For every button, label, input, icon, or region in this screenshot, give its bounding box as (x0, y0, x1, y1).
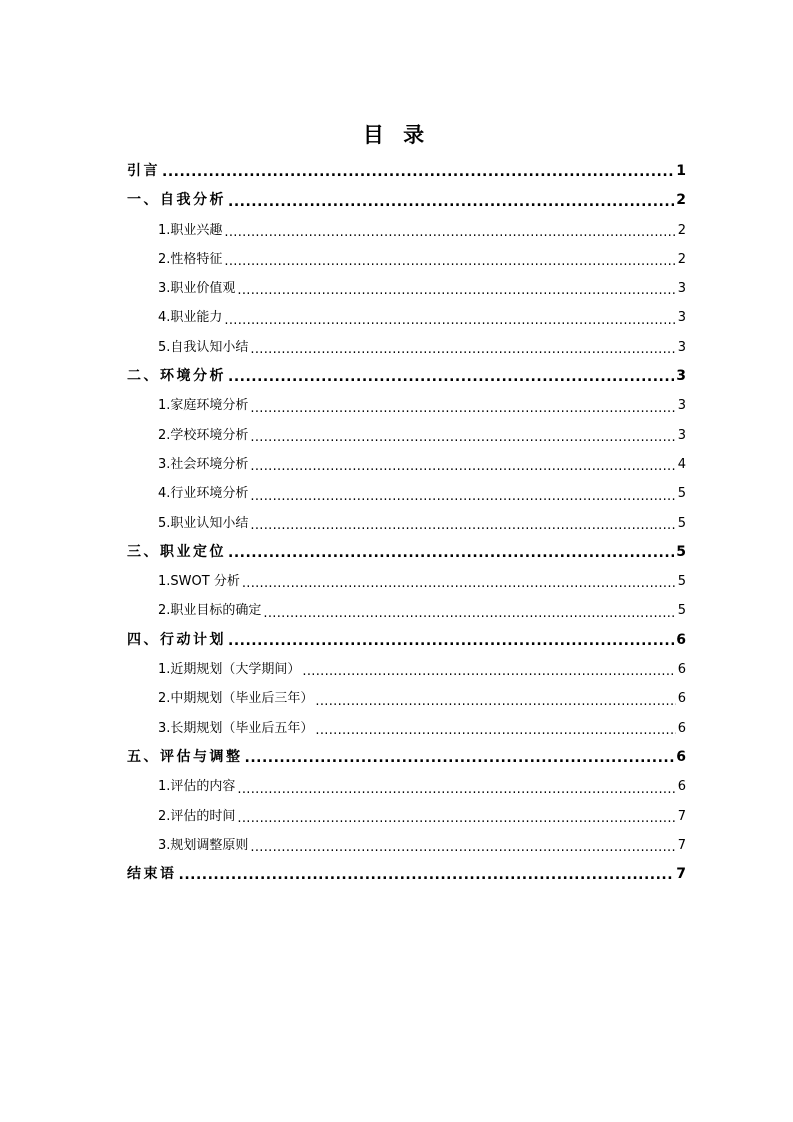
toc-entry-action-plan[interactable] (127, 626, 686, 655)
toc-entry-social-environment[interactable] (127, 450, 686, 479)
toc-entry-label: 3.长期规划（毕业后五年） (158, 720, 314, 736)
toc-entry-label: 一、自我分析 (127, 192, 226, 209)
toc-entry-label: 1.职业兴趣 (158, 222, 223, 238)
dot-leader (315, 692, 675, 705)
dot-leader (250, 517, 675, 530)
dot-leader (250, 839, 675, 852)
toc-entry-page: 5 (676, 543, 686, 560)
dot-leader (228, 370, 674, 384)
toc-entry-label: 1.家庭环境分析 (158, 398, 249, 414)
toc-entry-page: 6 (677, 720, 686, 736)
toc-entry-page: 4 (677, 456, 686, 472)
toc-entry-introduction[interactable] (127, 157, 686, 186)
toc-entry-short-term-plan[interactable] (127, 655, 686, 684)
toc-entry-label: 2.性格特征 (158, 251, 223, 267)
toc-entry-page: 5 (677, 515, 686, 531)
dot-leader (250, 429, 675, 442)
toc-entry-page: 6 (677, 662, 686, 678)
toc-entry-page: 3 (676, 368, 686, 385)
toc-entry-environment-analysis[interactable] (127, 362, 686, 391)
toc-entry-page: 3 (677, 310, 686, 326)
dot-leader (179, 868, 675, 882)
toc-entry-career-ability[interactable] (127, 303, 686, 332)
toc-entry-school-environment[interactable] (127, 421, 686, 450)
toc-entry-label: 5.自我认知小结 (158, 339, 249, 355)
toc-entry-label: 2.中期规划（毕业后三年） (158, 691, 314, 707)
toc-entry-label: 结束语 (127, 866, 177, 883)
toc-entry-mid-term-plan[interactable] (127, 684, 686, 713)
toc-entry-page: 2 (677, 251, 686, 267)
toc-entry-label: 二、环境分析 (127, 368, 226, 385)
toc-entry-label: 3.社会环境分析 (158, 456, 249, 472)
dot-leader (228, 194, 674, 208)
toc-entry-career-positioning[interactable] (127, 538, 686, 567)
toc-entry-label: 2.评估的时间 (158, 808, 236, 824)
toc-entry-industry-environment[interactable] (127, 479, 686, 508)
toc-entry-conclusion[interactable] (127, 860, 686, 889)
table-of-contents (127, 157, 686, 889)
dot-leader (250, 458, 675, 471)
toc-entry-page: 5 (677, 574, 686, 590)
toc-entry-career-values[interactable] (127, 274, 686, 303)
dot-leader (237, 780, 675, 793)
dot-leader (224, 224, 675, 237)
toc-entry-page: 2 (677, 222, 686, 238)
toc-entry-page: 5 (677, 486, 686, 502)
dot-leader (224, 312, 675, 325)
dot-leader (245, 751, 675, 765)
toc-entry-page: 7 (677, 808, 686, 824)
toc-entry-page: 6 (677, 779, 686, 795)
toc-entry-page: 2 (676, 192, 686, 209)
toc-entry-label: 4.行业环境分析 (158, 486, 249, 502)
toc-entry-family-environment[interactable] (127, 391, 686, 420)
dot-leader (162, 165, 674, 179)
toc-entry-label: 三、职业定位 (127, 543, 226, 560)
dot-leader (242, 575, 676, 588)
toc-entry-page: 3 (677, 427, 686, 443)
toc-entry-label: 1.近期规划（大学期间） (158, 662, 301, 678)
dot-leader (250, 341, 675, 354)
toc-entry-career-goal[interactable] (127, 596, 686, 625)
toc-entry-label: 四、行动计划 (127, 631, 226, 648)
toc-entry-label: 5.职业认知小结 (158, 515, 249, 531)
toc-entry-page: 7 (677, 837, 686, 853)
toc-entry-label: 1.评估的内容 (158, 779, 236, 795)
toc-entry-self-analysis[interactable] (127, 186, 686, 215)
toc-entry-career-summary[interactable] (127, 509, 686, 538)
toc-entry-page: 6 (677, 691, 686, 707)
toc-entry-evaluation-content[interactable] (127, 772, 686, 801)
toc-entry-page: 3 (677, 281, 686, 297)
toc-entry-swot-analysis[interactable] (127, 567, 686, 596)
toc-entry-page: 1 (676, 163, 686, 179)
dot-leader (302, 663, 675, 676)
toc-entry-page: 6 (676, 631, 686, 648)
toc-entry-label: 2.学校环境分析 (158, 427, 249, 443)
toc-entry-label: 引言 (127, 163, 160, 179)
toc-entry-page: 5 (677, 603, 686, 619)
toc-entry-page: 6 (676, 748, 686, 765)
dot-leader (315, 722, 675, 735)
toc-entry-career-interest[interactable] (127, 216, 686, 245)
dot-leader (237, 810, 675, 823)
toc-entry-long-term-plan[interactable] (127, 714, 686, 743)
dot-leader (250, 487, 675, 500)
toc-entry-personality[interactable] (127, 245, 686, 274)
dot-leader (237, 282, 675, 295)
toc-entry-evaluation-time[interactable] (127, 802, 686, 831)
dot-leader (224, 253, 675, 266)
dot-leader (250, 400, 675, 413)
dot-leader (263, 605, 675, 618)
toc-entry-label: 2.职业目标的确定 (158, 603, 262, 619)
toc-entry-self-summary[interactable] (127, 333, 686, 362)
toc-entry-page: 7 (676, 866, 686, 883)
toc-entry-label: 1.SWOT 分析 (158, 574, 240, 590)
toc-entry-page: 3 (677, 398, 686, 414)
toc-entry-page: 3 (677, 339, 686, 355)
toc-entry-label: 3.职业价值观 (158, 281, 236, 297)
dot-leader (228, 546, 674, 560)
dot-leader (228, 633, 674, 647)
toc-entry-label: 五、评估与调整 (127, 748, 243, 765)
toc-entry-label: 3.规划调整原则 (158, 837, 249, 853)
toc-title: 目 录 (362, 123, 431, 147)
toc-entry-label: 4.职业能力 (158, 310, 223, 326)
toc-entry-adjustment-principles[interactable] (127, 831, 686, 860)
toc-entry-evaluation-adjustment[interactable] (127, 743, 686, 772)
